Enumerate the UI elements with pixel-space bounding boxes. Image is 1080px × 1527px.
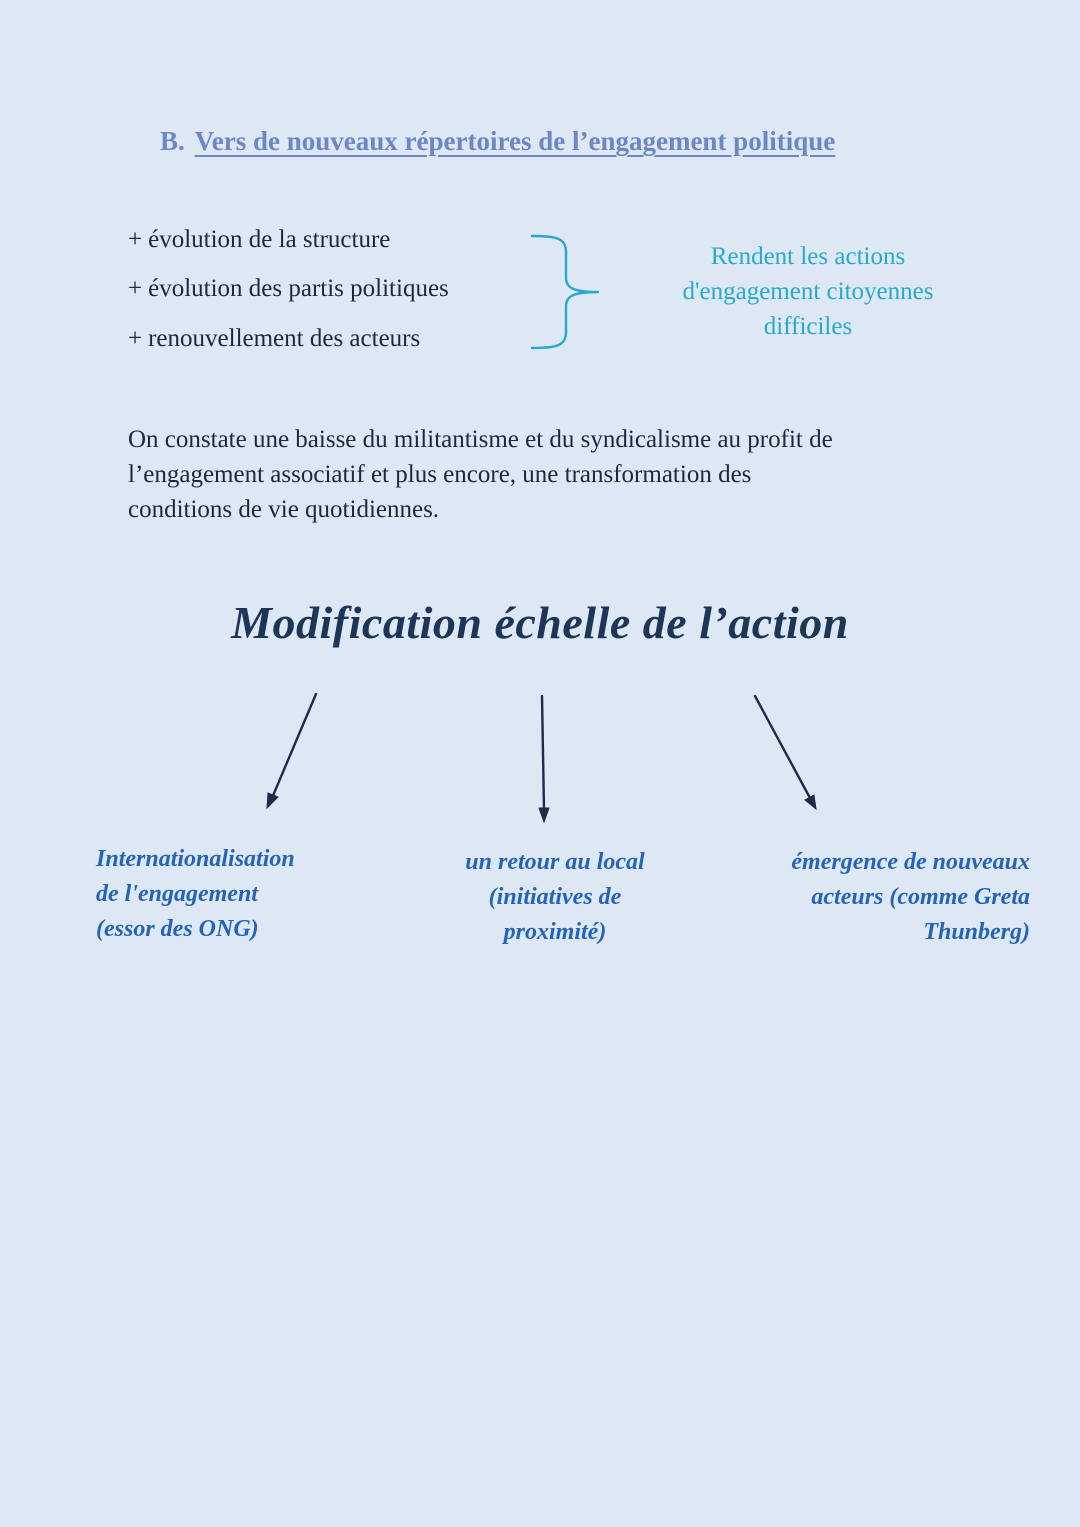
branch-line: (initiatives de bbox=[488, 884, 622, 910]
side-note-line: d'engagement citoyennes bbox=[682, 278, 934, 305]
paragraph-line: On constate une baisse du militantisme et du syndicalisme au profit de bbox=[128, 426, 833, 453]
section-title: Vers de nouveaux répertoires de l’engagement politique bbox=[194, 126, 836, 156]
paragraph-line: conditions de vie quotidiennes. bbox=[128, 496, 440, 523]
bullet-marker: + bbox=[128, 325, 143, 352]
arrow-middle-head-icon bbox=[539, 808, 549, 822]
bullet-text: renouvellement des acteurs bbox=[148, 325, 421, 352]
branch-line: (essor des ONG) bbox=[96, 916, 259, 942]
side-note-line: difficiles bbox=[763, 313, 853, 340]
branch-line: un retour au local bbox=[465, 849, 645, 875]
bullet-text: évolution des partis politiques bbox=[148, 275, 449, 302]
bullet-item bbox=[128, 226, 390, 254]
branch-line: de l'engagement bbox=[96, 881, 258, 907]
side-note bbox=[640, 239, 976, 344]
branch-line: Thunberg) bbox=[923, 919, 1030, 945]
paragraph-line: l’engagement associatif et plus encore, une transformation des bbox=[128, 461, 752, 488]
bullet-marker: + bbox=[128, 275, 143, 302]
branch-line: proximité) bbox=[503, 919, 607, 945]
side-note-line: Rendent les actions bbox=[710, 243, 906, 270]
branch-line: émergence de nouveaux bbox=[791, 849, 1030, 875]
section-heading bbox=[160, 126, 835, 157]
branch-line: acteurs (comme Greta bbox=[811, 884, 1030, 910]
arrow-left-icon bbox=[272, 694, 316, 798]
bullet-marker: + bbox=[128, 226, 143, 253]
bullet-text: évolution de la structure bbox=[148, 226, 391, 253]
arrow-right-icon bbox=[755, 696, 810, 798]
diagram-title: Modification échelle de l’action bbox=[231, 597, 849, 648]
section-letter: B. bbox=[160, 126, 185, 156]
bullet-item bbox=[128, 275, 449, 303]
bullet-item bbox=[128, 325, 420, 353]
body-paragraph bbox=[128, 422, 958, 527]
branch-internationalisation bbox=[96, 842, 396, 947]
arrow-left-head-icon bbox=[267, 793, 278, 808]
arrow-middle-icon bbox=[542, 696, 544, 810]
branch-nouveaux-acteurs bbox=[720, 845, 1030, 950]
branch-line: Internationalisation bbox=[96, 846, 295, 872]
curly-brace-icon bbox=[528, 232, 604, 352]
branch-retour-local bbox=[420, 845, 690, 950]
diagram-arrows bbox=[0, 680, 1080, 830]
arrow-right-head-icon bbox=[805, 795, 816, 809]
